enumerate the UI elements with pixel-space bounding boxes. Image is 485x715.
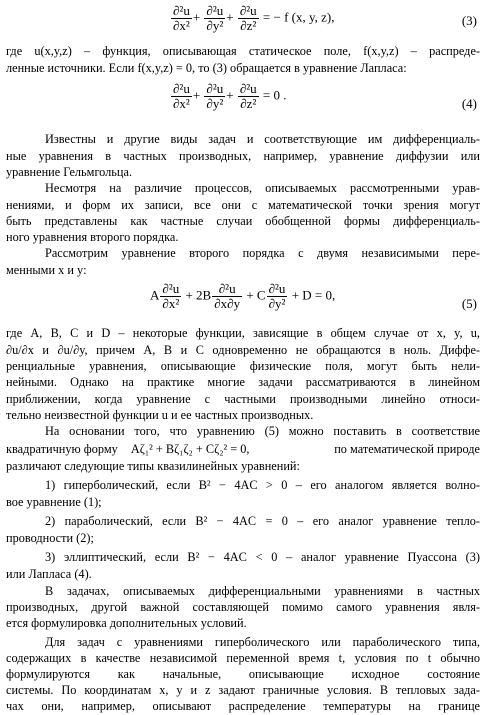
paragraph-line <box>6 441 480 457</box>
paragraph-line: Известны и другие виды задач и соответствующие им дифференциаль- <box>45 132 480 146</box>
paragraph-line: различают следующие типы квазилинейных уравнений: <box>6 459 300 473</box>
paragraph-line: На основании того, что уравнению (5) можно поставить в соответствие <box>45 424 480 438</box>
equation-3: $\frac{\text{∂²u}}{\text{∂x²}}$ + $\frac{\text{∂²u}}{\text{∂y²}}$ + $\frac{\text{∂²u}}{\text{∂z²}}$ = − f (x, y, z), <box>173 3 335 33</box>
paragraph-line: содержащих в качестве независимой переменной время t, условия по t обычно <box>6 651 480 665</box>
paragraph-line: формулируются как начальные, описывающие исходное состояние <box>6 667 480 681</box>
case-parabolic-cont: проводности (2); <box>6 531 94 545</box>
paragraph-line: ∂u/∂x и ∂u/∂y, причем A, B и C одновременно не обращаются в ноль. Диффе- <box>6 343 480 357</box>
case-elliptic: 3) эллиптический, если B² − 4AC < 0 – аналог уравнение Пуассона (3) <box>45 550 480 564</box>
quadratic-form-label: квадратичную форму <box>6 442 118 456</box>
paragraph-line: В задачах, описываемых дифференциальными уравнениями в частных <box>45 584 480 598</box>
quadratic-form-formula: Aζ₁² + Bζ₁ζ₂ + Cζ₂² = 0, <box>130 442 250 456</box>
paragraph-line: ные уравнения в частных производных, например, уравнение диффузии или <box>6 149 480 163</box>
equation-5: A $\frac{\text{∂²u}}{\text{∂x²}}$ + 2B $\frac{\text{∂²u}}{\partial x\partial y}$ + C $\frac{\text{∂²u}}{\text{∂y²}}$ + D = 0, <box>150 281 336 311</box>
paragraph-line: производных, другой важной составляющей помимо самого уравнения явля- <box>6 600 480 614</box>
paragraph-line: где A, B, C и D – некоторые функции, зависящие в общем случае от x, y, u, <box>6 326 480 340</box>
paragraph-line: менными x и y: <box>6 263 87 277</box>
case-parabolic: 2) параболический, если B² − 4AC = 0 – его аналог уравнение тепло- <box>45 514 480 528</box>
paragraph-line: системы. По координатам x, y и z задают граничные условия. В тепловых зада- <box>6 683 480 697</box>
paragraph-line: Для задач с уравнениями гиперболического или параболического типа, <box>45 635 480 649</box>
paragraph-line: быть представлены как частные случаи обобщенной формы дифференциаль- <box>6 214 480 228</box>
paragraph-line: ленные источники. Если f(x,y,z) = 0, то (3) обращается в уравнение Лапласа: <box>6 61 407 75</box>
case-elliptic-cont: или Лапласа (4). <box>6 567 92 581</box>
paragraph-line: тельно неизвестной функции u и ее частных производных. <box>6 408 314 422</box>
equation-number-5: (5) <box>461 296 477 311</box>
paragraph-line: ется формулировка дополнительных условий. <box>6 616 247 630</box>
paragraph-line: ного уравнения второго порядка. <box>6 230 179 244</box>
equation-number-3: (3) <box>461 13 477 28</box>
paragraph-line: нениями, и форм их записи, все они с математической точки зрения могут <box>6 198 480 212</box>
paragraph-line: уравнение Гельмгольца. <box>6 165 133 179</box>
paragraph-line: Рассмотрим уравнение второго порядка с двумя независимыми пере- <box>45 246 480 260</box>
paragraph-line: Несмотря на различие процессов, описываемых рассмотренными урав- <box>45 181 480 195</box>
quadratic-form-tail: по математической природе <box>334 442 480 456</box>
paragraph-line: приближении, когда уравнение с частными производными линейно относи- <box>6 392 480 406</box>
paragraph-line: где u(x,y,z) – функция, описывающая статическое поле, f(x,y,z) – распреде- <box>6 44 480 58</box>
equation-4: $\frac{\text{∂²u}}{\text{∂x²}}$ + $\frac{\text{∂²u}}{\text{∂y²}}$ + $\frac{\text{∂²u}}{\text{∂z²}}$ = 0 . <box>173 81 287 111</box>
equation-number-4: (4) <box>461 96 477 111</box>
case-hyperbolic-cont: вое уравнение (1); <box>6 495 102 509</box>
paragraph-line: ренциальные уравнения, описывающие физические поля, могут быть нели- <box>6 359 480 373</box>
paragraph-line: нейными. Однако на практике многие задачи рассматриваются в линейном <box>6 375 480 389</box>
paragraph-line: чах они, например, описывают распределение температуры на границе <box>6 699 480 713</box>
case-hyperbolic: 1) гиперболический, если B² − 4AC > 0 – его аналогом является волно- <box>45 478 480 492</box>
